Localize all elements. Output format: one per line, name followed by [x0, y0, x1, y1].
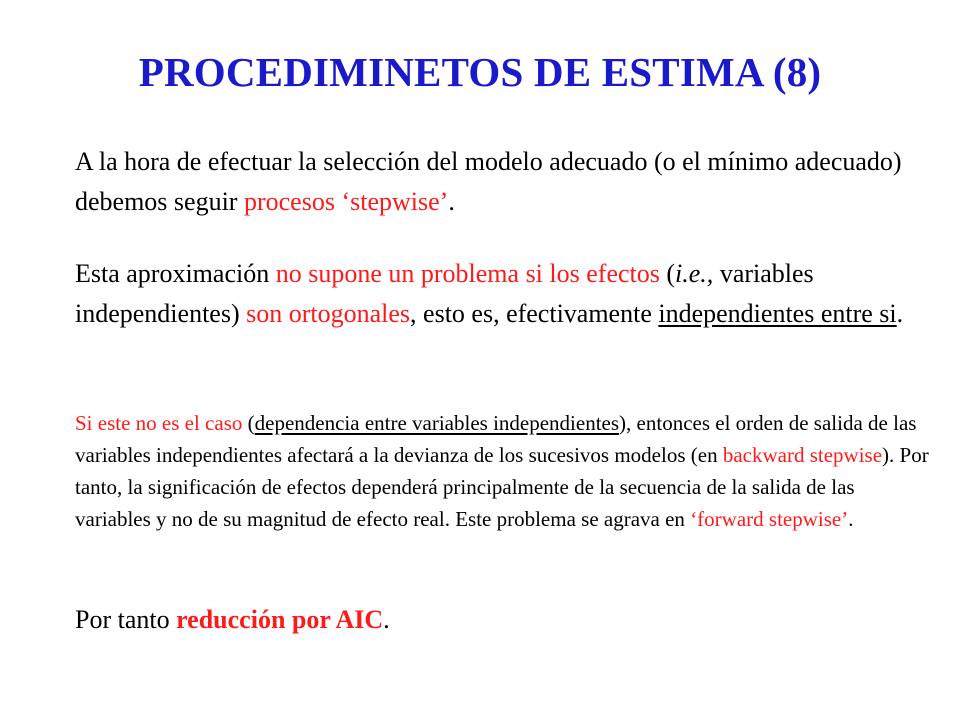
p1-text-2: . — [448, 187, 455, 216]
p2-underline-independent: independientes entre si — [658, 299, 897, 328]
p4-text-1: Por tanto — [75, 605, 177, 634]
p2-highlight-no-problem: no supone un problema si los efectos — [275, 259, 660, 288]
paragraph-orthogonal-effects — [75, 254, 955, 334]
paragraph-stepwise-intro — [75, 142, 955, 222]
p3-text-4: . — [848, 507, 854, 531]
p4-highlight-aic: reducción por AIC — [176, 605, 384, 634]
p2-text-1: Esta aproximación — [75, 259, 276, 288]
p2-text-2: ( — [659, 259, 676, 288]
p3-highlight-forward: ‘forward stepwise’ — [690, 507, 849, 531]
p2-highlight-orthogonal: son ortogonales — [246, 299, 411, 328]
p2-text-3: variables independientes) — [75, 259, 814, 328]
p3-highlight-not-case: Si este no es el caso — [75, 411, 243, 435]
paragraph-conclusion-aic — [75, 600, 955, 640]
p3-text-1: ( — [242, 411, 255, 435]
p2-text-5: . — [896, 299, 904, 328]
p1-text-1: A la hora de efectuar la selección del modelo adecuado (o el mínimo adecuado) debemos seguir — [75, 147, 902, 216]
p3-text-3: ). Por tanto, la significación de efectos dependerá principalmente de la secuencia de la salida de las variables y no de su magnitud de efecto real. Este problema se agrava en — [75, 443, 929, 531]
p4-text-2: . — [383, 605, 390, 634]
p3-highlight-backward: backward stepwise — [722, 443, 883, 467]
p3-text-2: ), entonces el orden de salida de las variables independientes afectará a la devianza de los sucesivos modelos (en — [75, 411, 917, 467]
slide-title: PROCEDIMINETOS DE ESTIMA (8) — [138, 49, 822, 95]
p2-text-4: , esto es, efectivamente — [410, 299, 659, 328]
p1-highlight-stepwise: procesos ‘stepwise’ — [243, 187, 449, 216]
paragraph-dependence-case — [75, 407, 935, 535]
p2-ie-abbrev: i.e., — [675, 259, 714, 288]
p3-underline-dependence: dependencia entre variables independientes — [254, 411, 620, 435]
